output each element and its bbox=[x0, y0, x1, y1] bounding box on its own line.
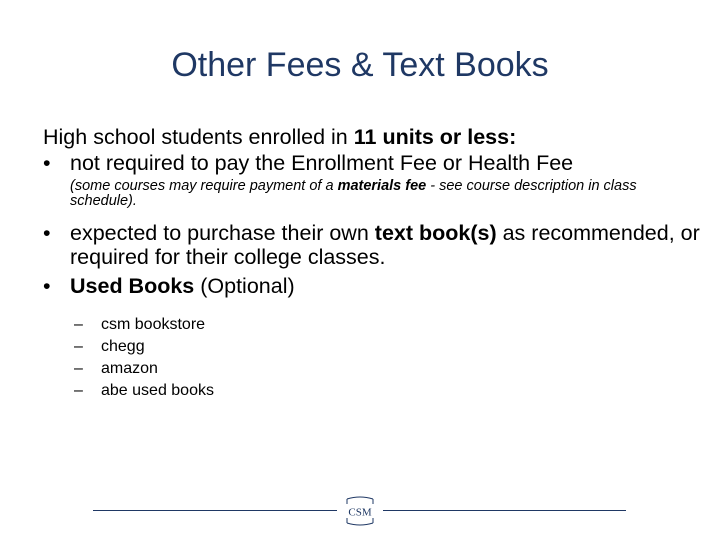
slide-body bbox=[43, 123, 703, 402]
intro-text bbox=[43, 123, 703, 151]
source-label: amazon bbox=[101, 360, 158, 377]
source-label: abe used books bbox=[101, 382, 214, 399]
bullet-used-books bbox=[43, 274, 703, 299]
list-item bbox=[74, 358, 703, 380]
csm-logo-icon bbox=[344, 496, 376, 526]
bullet-textbooks bbox=[43, 221, 703, 270]
list-item bbox=[74, 336, 703, 358]
bullet-fees-text: not required to pay the Enrollment Fee or Health Fee bbox=[70, 151, 574, 175]
bullet-used-books-after: (Optional) bbox=[194, 273, 295, 298]
bullet-icon: • bbox=[43, 151, 51, 175]
list-item bbox=[74, 314, 703, 336]
bullet-textbooks-after: as recommended, or required for their college classes. bbox=[70, 220, 700, 269]
used-book-sources bbox=[74, 314, 703, 402]
dash-icon: – bbox=[74, 316, 83, 333]
slide-title: Other Fees & Text Books bbox=[171, 46, 549, 84]
footer-divider-left bbox=[93, 510, 337, 511]
intro-bold: 11 units or less: bbox=[353, 125, 517, 149]
bullet-icon: • bbox=[43, 220, 51, 245]
footer-divider-right bbox=[383, 510, 626, 511]
bullet-icon: • bbox=[43, 273, 51, 298]
intro-plain: High school students enrolled in bbox=[43, 125, 354, 149]
source-label: csm bookstore bbox=[101, 316, 206, 333]
logo-text: CSM bbox=[348, 506, 372, 519]
bullet-textbooks-bold: text book(s) bbox=[374, 220, 497, 245]
dash-icon: – bbox=[74, 338, 83, 355]
note-after: - see course description in class schedule). bbox=[70, 177, 637, 209]
bullet-fees bbox=[43, 151, 703, 176]
dash-icon: – bbox=[74, 382, 83, 399]
list-item bbox=[74, 380, 703, 402]
note-before: (some courses may require payment of a bbox=[70, 177, 338, 194]
source-label: chegg bbox=[101, 338, 145, 355]
bullet-textbooks-before: expected to purchase their own bbox=[70, 220, 375, 245]
note-bold: materials fee bbox=[337, 177, 427, 194]
bullet-used-books-bold: Used Books bbox=[70, 273, 195, 298]
materials-fee-note bbox=[43, 179, 703, 209]
dash-icon: – bbox=[74, 360, 83, 377]
